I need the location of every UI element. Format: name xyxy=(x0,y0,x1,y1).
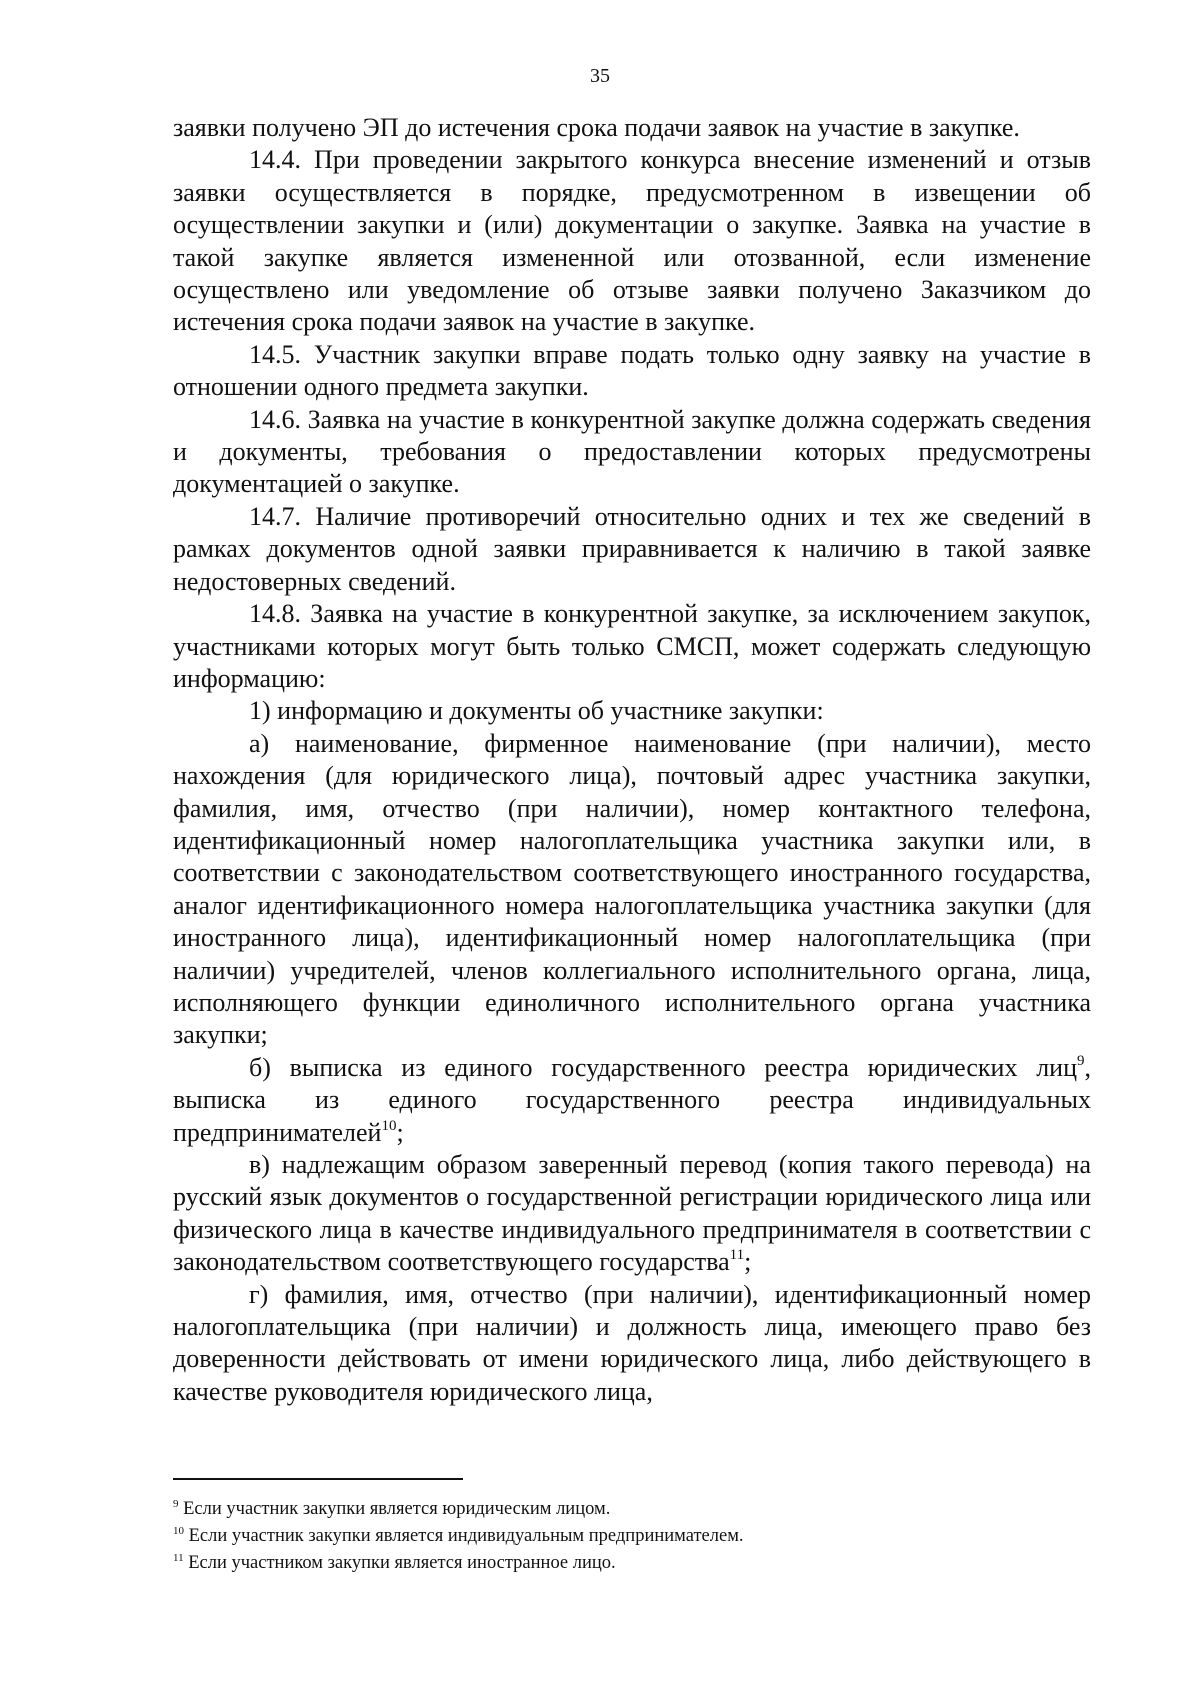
paragraph-14-7: 14.7. Наличие противоречий относительно одних и тех же сведений в рамках документов одной заявки приравнивается к наличию в такой заявке недостоверных сведений. xyxy=(173,501,1091,596)
list-item-g: г) фамилия, имя, отчество (при наличии), идентификационный номер налогоплательщика (при наличии) и должность лица, имеющего право без доверенности действовать от имени юридического лица, либо действующего в качестве руководителя юридического лица, xyxy=(173,1279,1091,1406)
footnote-text-10: Если участник закупки является индивидуальным предпринимателем. xyxy=(188,1526,744,1546)
list-item-b xyxy=(173,1052,1091,1149)
footnote-text-11: Если участником закупки является иностранное лицо. xyxy=(188,1553,616,1573)
list-item-b-text-1: б) выписка из единого государственного реестра юридических лиц xyxy=(249,1052,1077,1082)
footnote-mark-9: 9 xyxy=(173,1498,179,1510)
document-body xyxy=(173,112,1091,1408)
footnotes xyxy=(173,1496,1091,1577)
list-item-v xyxy=(173,1149,1091,1279)
footnote-ref-11[interactable]: 11 xyxy=(729,1247,745,1264)
paragraph-14-6: 14.6. Заявка на участие в конкурентной закупке должна содержать сведения и документы, требования о предоставлении которых предусмотрены документацией о закупке. xyxy=(173,404,1091,499)
list-item-v-text-2: ; xyxy=(744,1247,752,1277)
list-item-b-text-2: , выписка из единого государственного реестра индивидуальных предпринимателей xyxy=(173,1052,1091,1147)
footnote-mark-11: 11 xyxy=(173,1552,184,1564)
footnote-mark-10: 10 xyxy=(173,1525,184,1537)
page-number: 35 xyxy=(590,65,610,87)
list-item-b-text-3: ; xyxy=(396,1117,404,1147)
paragraph-14-4: 14.4. При проведении закрытого конкурса внесение изменений и отзыв заявки осуществляется в порядке, предусмотренном в извещении об осуществлении закупки и (или) документации о закупке. Заявка на участие в такой закупке является измененной или отозванной, если изменение осуществлено или уведомление об отзыве заявки получено Заказчиком до истечения срока подачи заявок на участие в закупке. xyxy=(173,145,1091,337)
footnote-10 xyxy=(173,1523,1091,1550)
list-item-a: а) наименование, фирменное наименование (при наличии), место нахождения (для юридического лица), почтовый адрес участника закупки, фамилия, имя, отчество (при наличии), номер контактного телефона, идентификационный номер налогоплательщика участника закупки или, в соответствии с законодательством соответствующего иностранного государства, аналог идентификационного номера налогоплательщика участника закупки (для иностранного лица), идентификационный номер налогоплательщика (при наличии) учредителей, членов коллегиального исполнительного органа, лица, исполняющего функции единоличного исполнительного органа участника закупки; xyxy=(173,728,1091,1050)
footnote-11 xyxy=(173,1550,1091,1577)
list-item-v-text-1: в) надлежащим образом заверенный перевод (копия такого перевода) на русский язык документов о государственной регистрации юридического лица или физического лица в качестве индивидуального предпринимателя в соответствии с законодательством соответствующего государства xyxy=(173,1150,1091,1277)
paragraph-14-8: 14.8. Заявка на участие в конкурентной закупке, за исключением закупок, участниками которых могут быть только СМСП, может содержать следующую информацию: xyxy=(173,599,1091,693)
footnote-text-9: Если участник закупки является юридическим лицом. xyxy=(183,1499,611,1519)
footnote-ref-9[interactable]: 9 xyxy=(1077,1052,1085,1069)
footnote-separator xyxy=(173,1478,463,1480)
paragraph-continuation: заявки получено ЭП до истечения срока подачи заявок на участие в закупке. xyxy=(173,113,1020,142)
footnote-9 xyxy=(173,1496,1091,1523)
list-item-1: 1) информацию и документы об участнике закупки: xyxy=(249,696,824,726)
paragraph-14-5: 14.5. Участник закупки вправе подать только одну заявку на участие в отношении одного предмета закупки. xyxy=(173,339,1091,402)
footnote-ref-10[interactable]: 10 xyxy=(381,1117,397,1134)
